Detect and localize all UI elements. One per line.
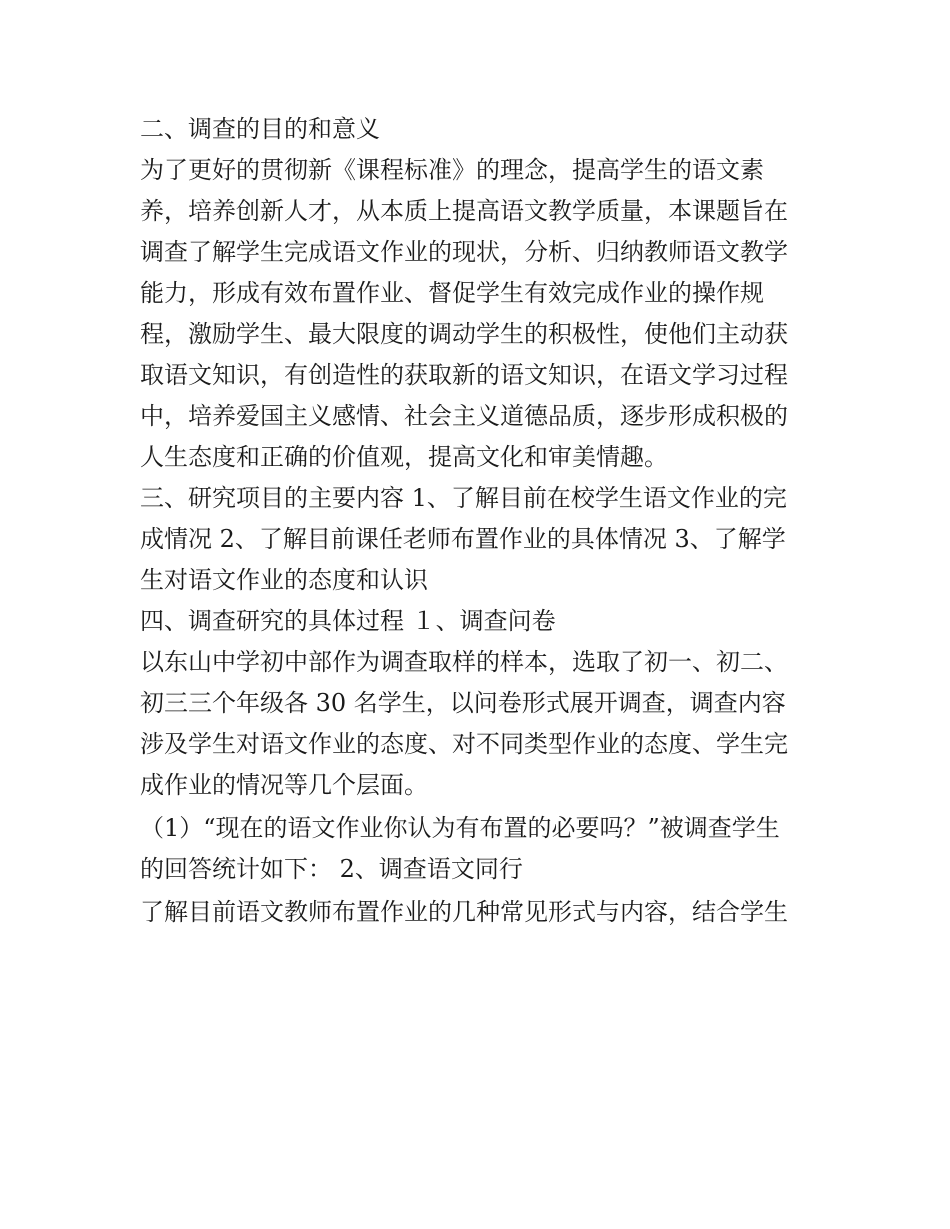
paragraph-line: 调查了解学生完成语文作业的现状，分析、归纳教师语文教学 — [140, 238, 788, 266]
paragraph-line: 初三三个年级各 30 名学生，以问卷形式展开调查，调查内容 — [140, 689, 786, 717]
paragraph-line: 程，激励学生、最大限度的调动学生的积极性，使他们主动获 — [140, 320, 788, 348]
paragraph-line: 中，培养爱国主义感情、社会主义道德品质，逐步形成积极的 — [140, 402, 788, 430]
paragraph-line: 取语文知识，有创造性的获取新的语文知识，在语文学习过程 — [140, 361, 788, 389]
paragraph-line: 生对语文作业的态度和认识 — [140, 566, 428, 594]
paragraph-line: 为了更好的贯彻新《课程标准》的理念，提高学生的语文素 — [140, 156, 764, 184]
paragraph-line: 人生态度和正确的价值观，提高文化和审美情趣。 — [140, 443, 668, 471]
document-page — [140, 109, 814, 933]
paragraph-line: 的回答统计如下： 2、调查语文同行 — [140, 855, 523, 883]
paragraph-line: 养，培养创新人才，从本质上提高语文教学质量，本课题旨在 — [140, 197, 788, 225]
paragraph-line: 能力，形成有效布置作业、督促学生有效完成作业的操作规 — [140, 279, 764, 307]
section-heading-process: 四、调查研究的具体过程 １、调查问卷 — [140, 607, 556, 635]
paragraph-line: 成情况 2、了解目前课任老师布置作业的具体情况 3、了解学 — [140, 525, 786, 553]
paragraph-line: 涉及学生对语文作业的态度、对不同类型作业的态度、学生完 — [140, 730, 788, 758]
paragraph-line: 成作业的情况等几个层面。 — [140, 771, 428, 799]
paragraph-line: 以东山中学初中部作为调查取样的样本，选取了初一、初二、 — [140, 648, 788, 676]
section-heading-content: 三、研究项目的主要内容 1、了解目前在校学生语文作业的完 — [140, 484, 787, 512]
paragraph-line: 了解目前语文教师布置作业的几种常见形式与内容，结合学生 — [140, 898, 788, 926]
paragraph-line: （1）“现在的语文作业你认为有布置的必要吗？”被调查学生 — [140, 814, 780, 842]
section-heading-purpose: 二、调查的目的和意义 — [140, 115, 380, 143]
